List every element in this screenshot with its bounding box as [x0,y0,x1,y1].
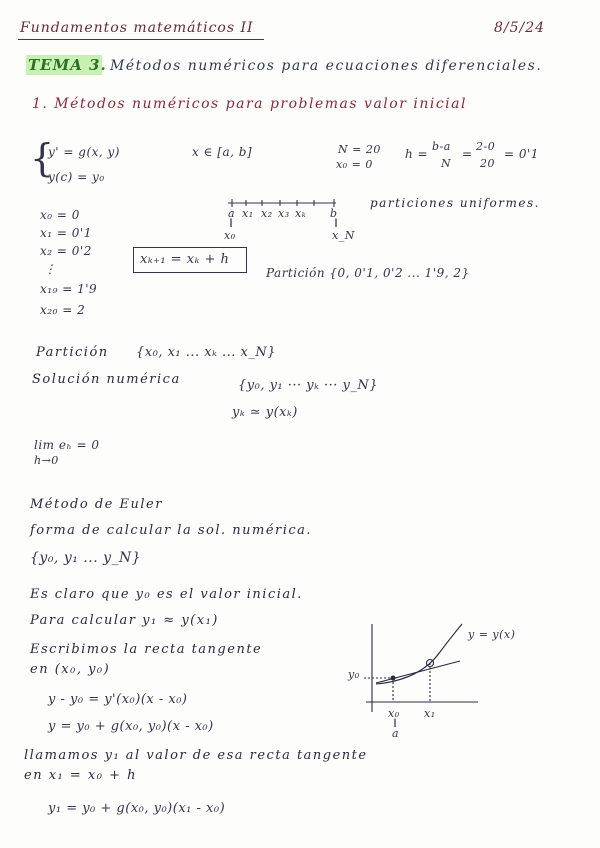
numerical-solution-set: {y₀, y₁ ··· yₖ ··· y_N} [238,378,379,393]
axis-label-a: a [228,207,236,220]
euler-line-2: {y₀, y₁ ... y_N} [30,550,142,566]
graph-curve [376,624,462,684]
graph-a-label: a [392,727,400,740]
axis-mark-right: ‖ [334,218,339,227]
graph-mark: ‖ [393,718,398,727]
value-x1: x₁ = 0'1 [40,226,92,240]
h-result: = 0'1 [504,147,539,161]
euler-line-6: en (x₀, y₀) [30,662,111,677]
topic-tag: TEMA 3. [28,56,107,74]
topic-title: Métodos numéricos para ecuaciones diferenciales. [110,58,543,74]
partition-set: {x₀, x₁ ... xₖ ... x_N} [136,345,276,360]
axis-sub-xn: x_N [332,229,355,242]
ivp-equation: y' = g(x, y) [48,145,120,159]
partition-axis [228,199,336,207]
graph-point-x0 [391,676,395,680]
euler-heading: Método de Euler [30,497,163,512]
partition-example: Partición {0, 0'1, 0'2 ... 1'9, 2} [266,266,470,280]
axis-label-xk: xₖ [295,207,307,220]
ivp-domain: x ∈ [a, b] [192,145,253,159]
n-value: N = 20 [338,143,381,156]
euler-line-5: Escribimos la recta tangente [30,642,263,657]
h-frac1-num: b-a [432,140,451,153]
axis-mark-left: ‖ [229,218,234,227]
ivp-initial-condition: y(c) = y₀ [48,170,105,184]
limit-subscript: h→0 [34,454,59,467]
value-x19: x₁₉ = 1'9 [40,282,98,296]
value-x0: x₀ = 0 [40,208,80,222]
system-brace: { [30,136,55,180]
axis-label-x3: x₃ [278,207,290,220]
value-x2: x₂ = 0'2 [40,244,92,258]
euler-line-7: llamamos y₁ al valor de esa recta tangente [24,748,368,763]
euler-line-4: Para calcular y₁ ≈ y(x₁) [30,613,219,628]
partition-label: Partición [36,345,109,360]
euler-equation: y = y₀ + g(x₀, y₀)(x - x₀) [48,719,214,734]
euler-step-formula: y₁ = y₀ + g(x₀, y₀)(x₁ - x₀) [48,801,226,816]
date: 8/5/24 [494,20,546,36]
uniform-partitions-caption: particiones uniformes. [370,196,540,210]
graph-x0-label: x₀ [388,707,400,720]
euler-line-8: en x₁ = x₀ + h [24,768,137,783]
subject-title: Fundamentos matemáticos II [20,20,254,36]
h-frac2-den: 20 [480,157,495,170]
euler-line-3: Es claro que y₀ es el valor inicial. [30,587,303,602]
graph-tangent [376,661,460,683]
section-title: 1. Métodos numéricos para problemas valor inicial [32,96,467,112]
axis-sub-x0: x₀ [224,229,236,242]
axis-label-x2: x₂ [261,207,273,220]
value-x20: x₂₀ = 2 [40,303,86,317]
h-frac1-den: N [441,157,452,170]
x0-value: x₀ = 0 [336,158,373,171]
euler-line-1: forma de calcular la sol. numérica. [30,523,313,538]
value-dots: ⋮ [44,262,57,276]
graph-y0-label: y₀ [348,668,360,681]
boxed-formula: xₖ₊₁ = xₖ + h [140,252,230,267]
h-equals: = [462,147,473,161]
h-label: h = [405,147,429,161]
tangent-equation: y - y₀ = y'(x₀)(x - x₀) [48,692,188,707]
euler-graph [364,624,478,712]
axis-label-x1: x₁ [242,207,254,220]
limit-expression: lim eₕ = 0 [34,438,100,452]
axis-label-b: b [330,207,338,220]
graph-x1-label: x₁ [424,707,436,720]
approx-relation: yₖ ≃ y(xₖ) [232,405,298,420]
h-frac2-num: 2-0 [476,140,496,153]
numerical-solution-label: Solución numérica [32,372,181,387]
graph-curve-label: y = y(x) [468,628,516,641]
